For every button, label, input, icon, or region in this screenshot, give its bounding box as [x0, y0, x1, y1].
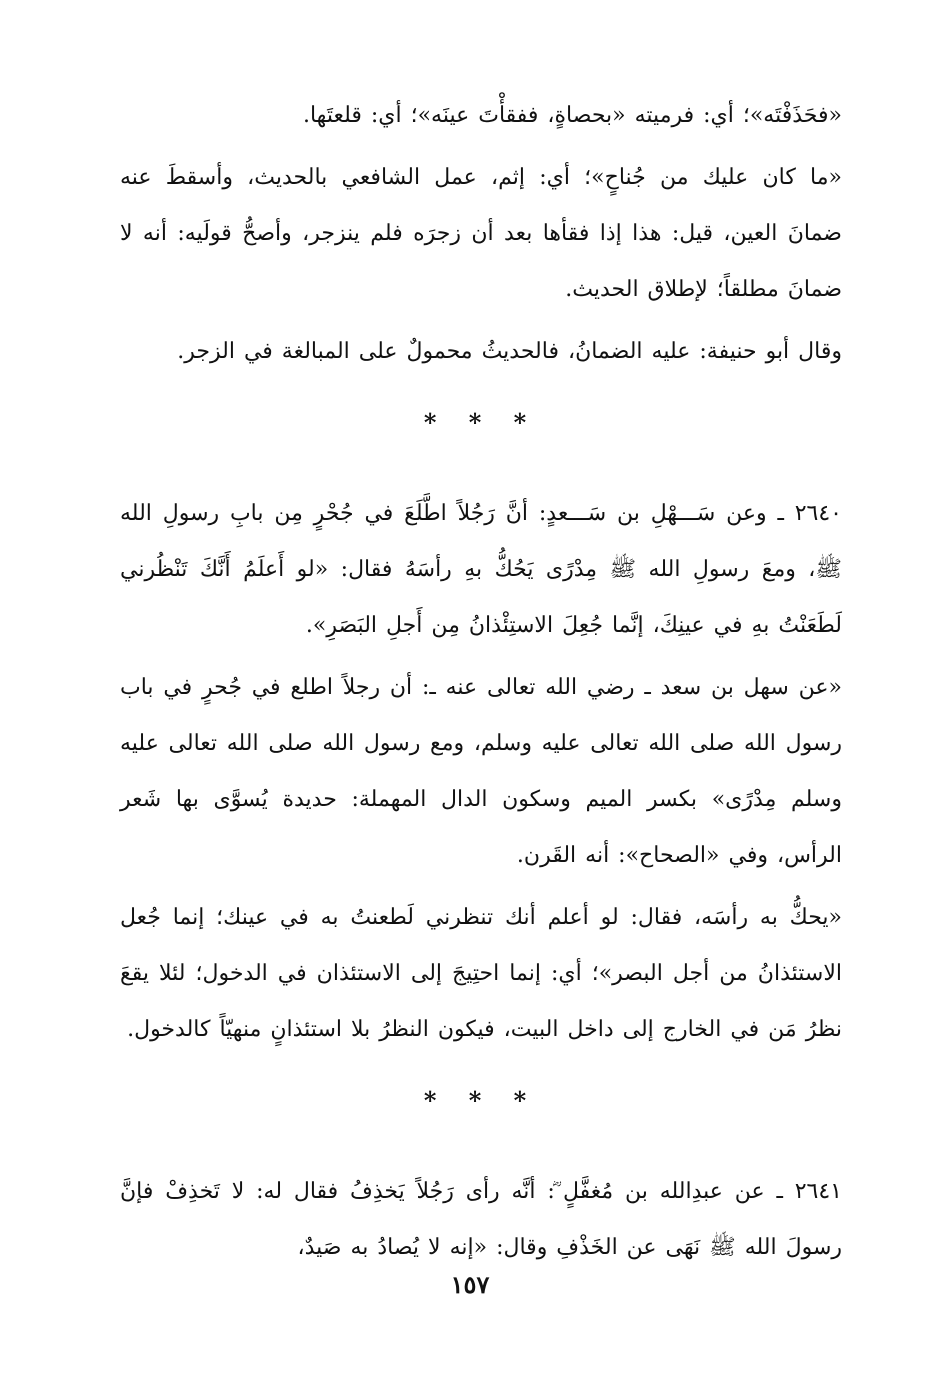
- section-separator-1: * * *: [423, 408, 539, 437]
- paragraph-1: «فحَذَفْتَه»؛ أي: فرميته «بحصاةٍ، ففقأْتَ عينَه»؛ أي: قلعتَها.: [302, 103, 842, 128]
- page-number: ١٥٧: [450, 1270, 490, 1299]
- hadith-2640: ٢٦٤٠ ـ وعن سَـــهْلِ بن سَـــعدٍ: أنَّ رَجُلاً اطَّلَعَ في جُحْرٍ مِن بابِ رسولِ الله ﷺ، ومعَ رسولِ الله ﷺ مِدْرًى يَحُكُّ بهِ رأسَهُ فقال: «لو أَعلَمُ أَنَّكَ تَنْظُرني لَطَعَنْتُ بهِ في عينِكَ، إنَّما جُعِلَ الاستِئْذانُ مِن أَجلِ البَصَرِ».: [120, 501, 842, 638]
- commentary-2640-a: «عن سهل بن سعد ـ رضي الله تعالى عنه ـ: أن رجلاً اطلع في جُحرٍ في باب رسول الله صلى الله تعالى عليه وسلم، ومع رسول الله صلى الله تعالى عليه وسلم مِدْرًى» بكسر الميم وسكون الدال المهملة: حديدة يُسوَّى بها شَعر الرأس، وفي «الصحاح»: أنه القَرن.: [120, 675, 842, 868]
- paragraph-2: «ما كان عليك من جُناحٍ»؛ أي: إثم، عمل الشافعي بالحديث، وأسقطَ عنه ضمانَ العين، قيل: هذا إذا فقأها بعد أن زجرَه فلم ينزجر، وأصحُّ قولَيه: أنه لا ضمانَ مطلقاً؛ لإطلاق الحديث.: [120, 165, 842, 302]
- document-page: [120, 88, 842, 1338]
- hadith-2641: ٢٦٤١ ـ عن عبدِالله بن مُغفَّلٍ ؓ: أنَّه رأى رَجُلاً يَخذِفُ فقال له: لا تَخذِفْ فإنَّ رسولَ الله ﷺ نَهَى عن الخَذْفِ وقال: «إنه لا يُصادُ به صَيدٌ،: [120, 1179, 842, 1260]
- commentary-2640-b: «يحكُّ به رأسَه، فقال: لو أعلم أنك تنظرني لَطعنتُ به في عينك؛ إنما جُعل الاستئذانُ من أجل البصر»؛ أي: إنما احتِيجَ إلى الاستئذان في الدخول؛ لئلا يقعَ نظرُ مَن في الخارج إلى داخل البيت، فيكون النظرُ بلا استئذانٍ منهيّاً كالدخول.: [120, 905, 842, 1042]
- section-separator-2: * * *: [423, 1086, 539, 1115]
- paragraph-3: وقال أبو حنيفة: عليه الضمانُ، فالحديثُ محمولٌ على المبالغة في الزجر.: [177, 339, 842, 364]
